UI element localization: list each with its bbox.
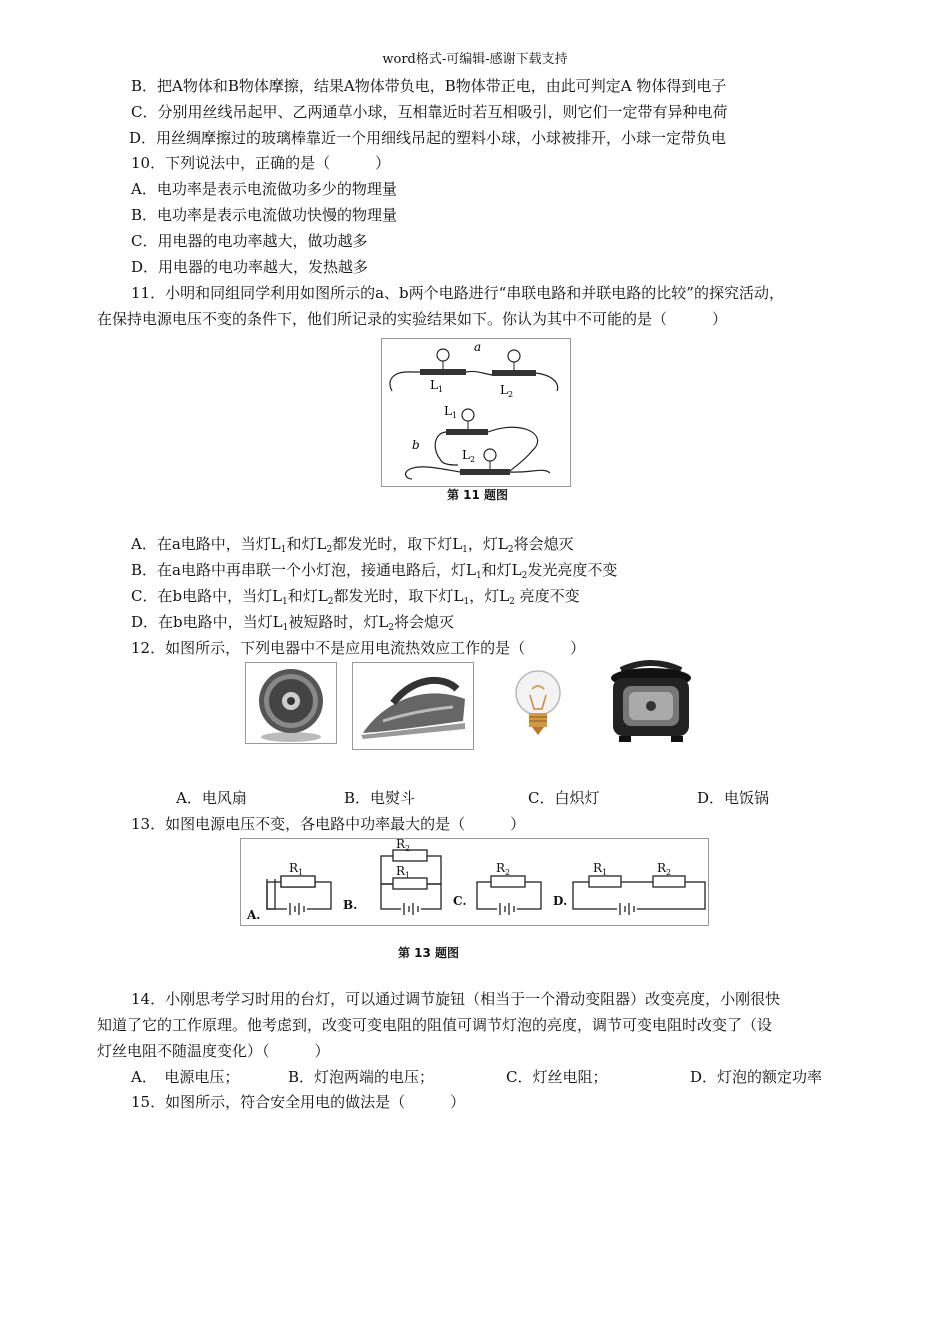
q13-d-r2: $R_2$ — [657, 861, 672, 877]
q11-circuit-figure — [381, 338, 571, 487]
fig-b-l2-label: $L_2$ — [462, 448, 476, 464]
q11-option-d: D．在b电路中，当灯$L_1$被短路时，灯$L_2$将会熄灭 — [131, 613, 455, 633]
q12-stem: 12．如图所示，下列电器中不是应用电流热效应工作的是（ ） — [131, 639, 586, 657]
q13-label-b: B. — [343, 898, 358, 912]
incandescent-bulb-image — [508, 665, 568, 741]
electric-iron-image — [352, 662, 474, 750]
q11-option-a: A．在a电路中，当灯$L_1$和灯$L_2$都发光时，取下灯$L_1$，灯$L_2$将会熄灭 — [131, 535, 574, 555]
q13-label-d: D. — [553, 894, 568, 908]
q14-line2: 知道了它的工作原理。他考虑到，改变可变电阻的阻值可调节灯泡的亮度，调节可变电阻时改变了（设 — [97, 1016, 773, 1034]
q13-b-r1: $R_1$ — [396, 864, 411, 880]
q10-stem: 10．下列说法中，正确的是（ ） — [131, 154, 391, 172]
q12-option-d: D．电饭锅 — [697, 789, 770, 807]
q13-label-c: C. — [453, 894, 467, 908]
q13-stem: 13．如图电源电压不变，各电路中功率最大的是（ ） — [131, 815, 526, 833]
electric-fan-image — [245, 662, 337, 744]
q14-line1: 14．小刚思考学习时用的台灯，可以通过调节旋钮（相当于一个滑动变阻器）改变亮度，小刚很快 — [131, 990, 781, 1008]
q11-figure-caption: 第 11 题图 — [447, 488, 509, 502]
q11-option-c: C．在b电路中，当灯$L_1$和灯$L_2$都发光时，取下灯$L_1$，灯$L_2$ 亮度不变 — [131, 587, 580, 607]
q13-circuit-figure — [240, 838, 709, 926]
q9-option-d: D．用丝绸摩擦过的玻璃棒靠近一个用细线吊起的塑料小球，小球被排开，小球一定带负电 — [129, 129, 727, 147]
q9-option-b: B．把A物体和B物体摩擦，结果A物体带负电，B物体带正电，由此可判定A 物体得到电子 — [131, 77, 727, 95]
q13-a-r1: $R_1$ — [289, 861, 304, 877]
q13-figure-caption: 第 13 题图 — [398, 946, 460, 960]
q13-b-r2: $R_2$ — [396, 839, 411, 853]
q14-option-a: A． 电源电压； — [131, 1068, 240, 1086]
q15-stem: 15．如图所示，符合安全用电的做法是（ ） — [131, 1093, 466, 1111]
q10-option-c: C．用电器的电功率越大，做功越多 — [131, 232, 368, 250]
q14-line3: 灯丝电阻不随温度变化）（ ） — [97, 1042, 330, 1060]
q14-option-b: B．灯泡两端的电压； — [288, 1068, 435, 1086]
q10-option-b: B．电功率是表示电流做功快慢的物理量 — [131, 206, 398, 224]
q11-option-b: B．在a电路中再串联一个小灯泡，接通电路后，灯$L_1$和灯$L_2$发光亮度不变 — [131, 561, 618, 581]
q9-option-c: C．分别用丝线吊起甲、乙两通草小球，互相靠近时若互相吸引，则它们一定带有异种电荷 — [131, 103, 728, 121]
q13-c-r2: $R_2$ — [496, 861, 511, 877]
fig-l1-label: $L_1$ — [430, 378, 444, 394]
q11-stem-line2: 在保持电源电压不变的条件下，他们所记录的实验结果如下。你认为其中不可能的是（ ） — [97, 310, 728, 328]
fig-label-b: b — [412, 438, 420, 452]
fig-label-a: a — [474, 340, 482, 354]
q12-option-c: C．白炽灯 — [528, 789, 600, 807]
page-header: word格式-可编辑-感谢下载支持 — [382, 52, 568, 67]
q10-option-a: A．电功率是表示电流做功多少的物理量 — [131, 180, 397, 198]
q13-d-r1: $R_1$ — [593, 861, 608, 877]
q10-option-d: D．用电器的电功率越大，发热越多 — [131, 258, 369, 276]
q13-label-a: A. — [247, 908, 261, 922]
q11-stem-line1: 11．小明和同组同学利用如图所示的a、b两个电路进行“串联电路和并联电路的比较”的探究活动， — [131, 284, 784, 302]
fig-l2-label: $L_2$ — [500, 383, 514, 399]
q14-option-c: C．灯丝电阻； — [506, 1068, 608, 1086]
rice-cooker-image — [605, 658, 697, 746]
q12-option-b: B．电熨斗 — [344, 789, 416, 807]
fig-b-l1-label: $L_1$ — [444, 404, 458, 420]
q12-option-a: A．电风扇 — [176, 789, 247, 807]
q14-option-d: D．灯泡的额定功率 — [690, 1068, 823, 1086]
